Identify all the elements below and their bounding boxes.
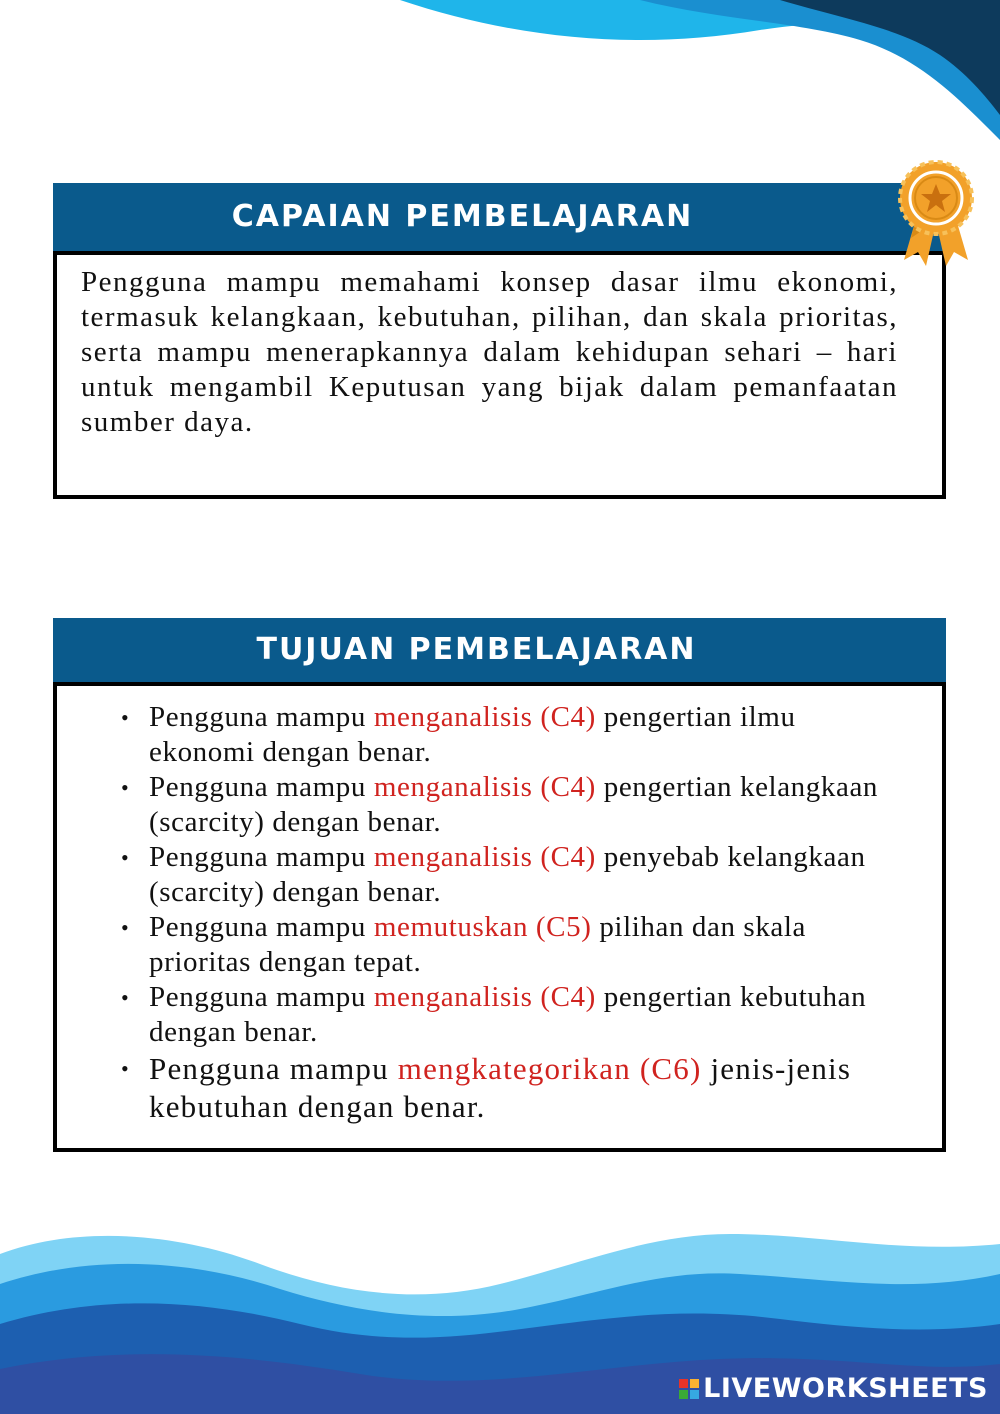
brand-label: LIVEWORKSHEETS <box>703 1373 988 1404</box>
tujuan-section <box>53 618 946 1152</box>
capaian-box <box>53 251 946 499</box>
list-item: • Pengguna mampu mengkategorikan (C6) jenis-jenis kebutuhan dengan benar. <box>117 1050 902 1126</box>
capaian-section <box>53 183 946 499</box>
list-item: • Pengguna mampu menganalisis (C4) pengertian kebutuhan dengan benar. <box>117 980 902 1050</box>
list-item: • Pengguna mampu memutuskan (C5) pilihan dan skala prioritas dengan tepat. <box>117 910 902 980</box>
liveworksheets-logo-icon <box>679 1379 699 1399</box>
award-ribbon-icon <box>896 160 976 272</box>
liveworksheets-brand <box>679 1373 988 1404</box>
capaian-text: Pengguna mampu memahami konsep dasar ilmu ekonomi, termasuk kelangkaan, kebutuhan, pilihan, dan skala prioritas, serta mampu menerapkannya dalam kehidupan sehari – hari untuk mengambil Keputusan yang bijak dalam pemanfaatan sumber daya. <box>81 266 898 438</box>
tujuan-box <box>53 682 946 1152</box>
tujuan-title: TUJUAN PEMBELAJARAN <box>53 618 946 682</box>
list-item: • Pengguna mampu menganalisis (C4) pengertian kelangkaan (scarcity) dengan benar. <box>117 770 902 840</box>
list-item: • Pengguna mampu menganalisis (C4) penyebab kelangkaan (scarcity) dengan benar. <box>117 840 902 910</box>
capaian-title: CAPAIAN PEMBELAJARAN <box>53 183 946 251</box>
tujuan-list <box>117 700 902 1126</box>
top-wave-decoration <box>0 0 1000 140</box>
list-item: • Pengguna mampu menganalisis (C4) pengertian ilmu ekonomi dengan benar. <box>117 700 902 770</box>
